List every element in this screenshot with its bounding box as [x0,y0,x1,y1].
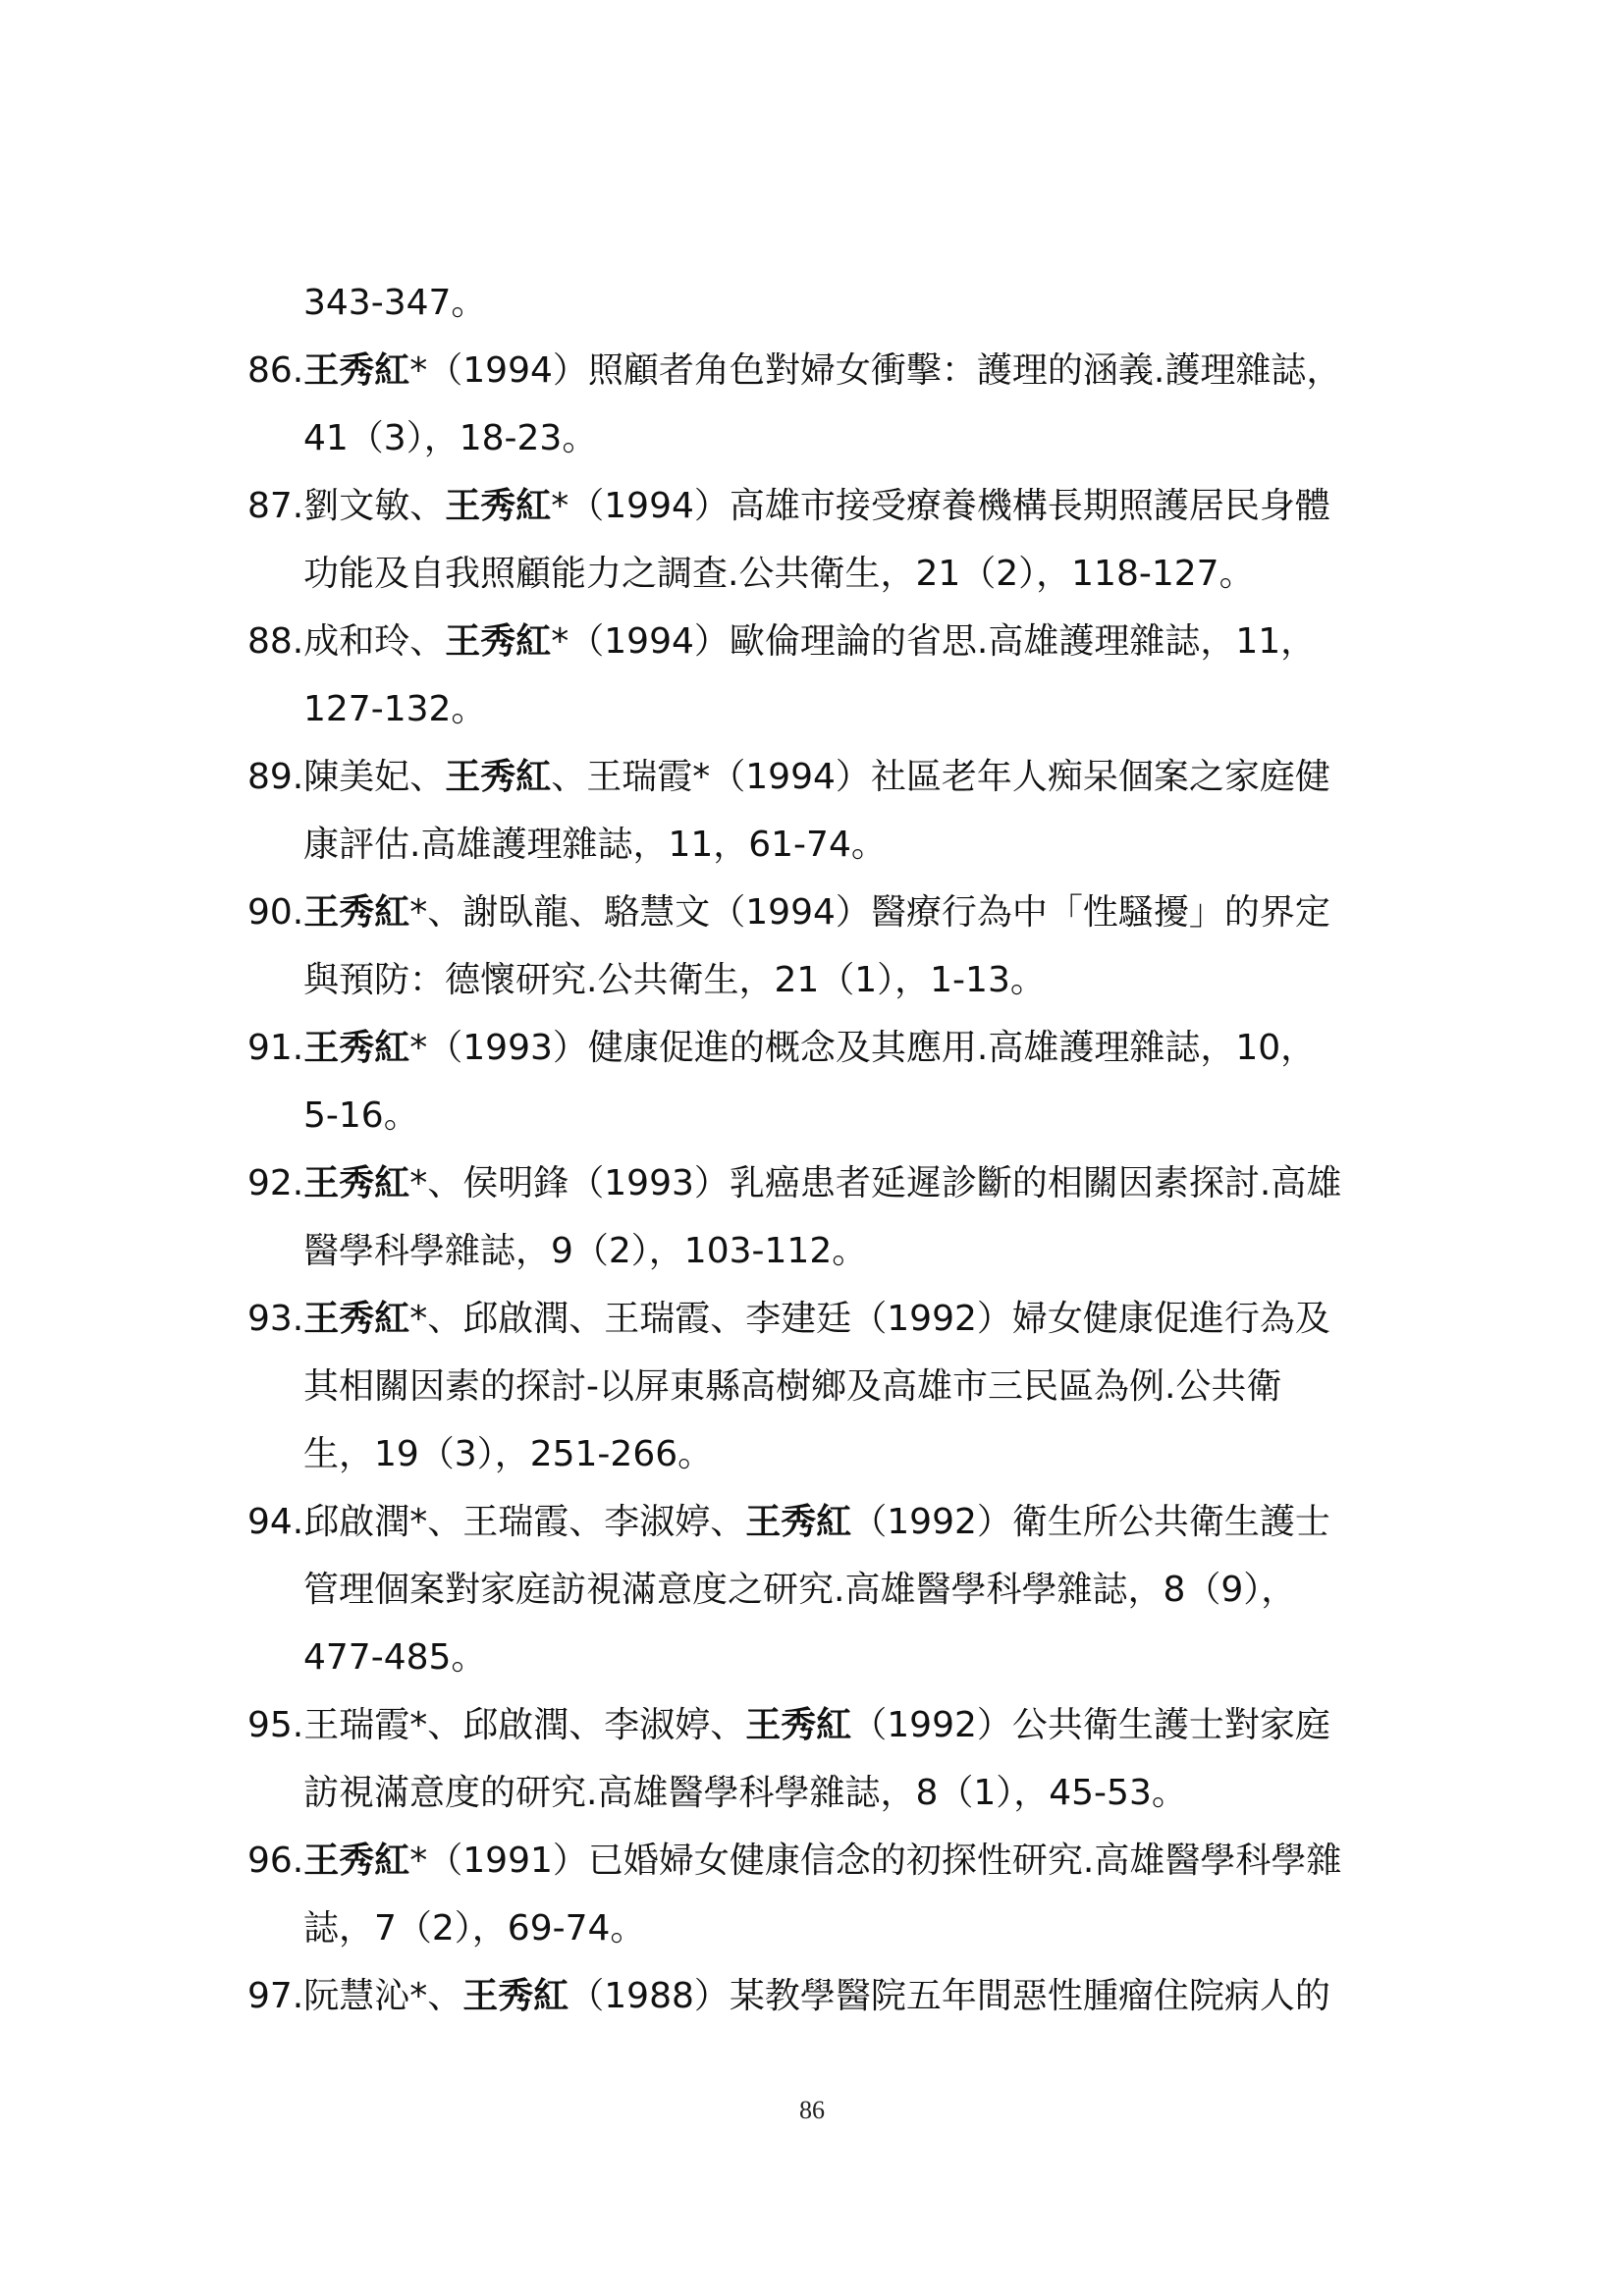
reference-entry-91 [247,1014,1426,1149]
reference-line [247,1285,1426,1353]
reference-entry-89 [247,743,1426,879]
reference-text: 訪視滿意度的研究.高雄醫學科學雜誌，8（1），45-53。 [303,1773,1187,1813]
reference-entry-87 [247,472,1426,608]
author-name-bold: 王秀紅 [445,621,552,662]
reference-line [247,1488,1426,1556]
reference-line [247,1556,1426,1624]
reference-entry-90 [247,879,1426,1014]
reference-text: 94.邱啟潤*、王瑞霞、李淑婷、 [247,1502,746,1542]
reference-text: *（1991）已婚婦女健康信念的初探性研究.高雄醫學科學雜 [409,1841,1342,1881]
reference-line [247,1895,1426,1962]
reference-entry-96 [247,1827,1426,1962]
author-name-bold: 王秀紅 [745,1502,852,1542]
reference-line [247,1827,1426,1895]
reference-line [247,879,1426,946]
reference-text: *（1994）歐倫理論的省思.高雄護理雜誌，11， [551,621,1317,662]
reference-text: *（1993）健康促進的概念及其應用.高雄護理雜誌，10， [409,1028,1317,1068]
author-name-bold: 王秀紅 [445,486,552,526]
reference-text: 其相關因素的探討-以屏東縣高樹鄉及高雄市三民區為例.公共衛 [303,1366,1282,1407]
reference-line [247,1962,1426,2030]
reference-text: 96. [247,1841,304,1881]
reference-line [247,1082,1426,1149]
reference-entry-92 [247,1149,1426,1285]
author-name-bold: 王秀紅 [303,1028,410,1068]
reference-entry-95 [247,1691,1426,1827]
reference-text: 88.成和玲、 [247,621,446,662]
reference-text: 90. [247,892,304,933]
reference-line [247,1691,1426,1759]
reference-text: 127-132。 [303,689,487,729]
reference-line [247,404,1426,472]
reference-text: 5-16。 [303,1095,419,1136]
reference-text: 與預防：德懷研究.公共衛生，21（1），1-13。 [303,960,1046,1000]
reference-line [247,472,1426,540]
reference-line [247,946,1426,1014]
reference-entry-97 [247,1962,1426,2030]
reference-text: 康評估.高雄護理雜誌，11，61-74。 [303,825,887,865]
reference-text: （1992）公共衛生護士對家庭 [851,1705,1330,1745]
reference-text: 89.陳美妃、 [247,757,446,797]
reference-text: 86. [247,350,304,391]
reference-line [247,269,1426,337]
reference-line [247,811,1426,879]
reference-text: 91. [247,1028,304,1068]
reference-text: 97.阮慧沁*、 [247,1976,463,2016]
author-name-bold: 王秀紅 [303,350,410,391]
reference-line [247,608,1426,675]
reference-text: *（1994）高雄市接受療養機構長期照護居民身體 [551,486,1330,526]
author-name-bold: 王秀紅 [745,1705,852,1745]
author-name-bold: 王秀紅 [303,1163,410,1203]
reference-text: *、謝臥龍、駱慧文（1994）醫療行為中「性騷擾」的界定 [409,892,1330,933]
reference-line [247,743,1426,811]
reference-line [247,1759,1426,1827]
reference-text: 管理個案對家庭訪視滿意度之研究.高雄醫學科學雜誌，8（9）， [303,1570,1297,1610]
reference-text: 功能及自我照顧能力之調查.公共衛生，21（2），118-127。 [303,554,1255,594]
page-number: 86 [799,2096,825,2124]
reference-line [247,1420,1426,1488]
reference-text: *、侯明鋒（1993）乳癌患者延遲診斷的相關因素探討.高雄 [409,1163,1342,1203]
reference-text: *（1994）照顧者角色對婦女衝擊：護理的涵義.護理雜誌， [409,350,1342,391]
reference-text: （1988）某教學醫院五年間惡性腫瘤住院病人的 [568,1976,1330,2016]
reference-text: 92. [247,1163,304,1203]
reference-text: 醫學科學雜誌，9（2），103-112。 [303,1231,868,1271]
reference-text: 誌，7（2），69-74。 [303,1908,646,1949]
reference-text: 87.劉文敏、 [247,486,446,526]
reference-text: （1992）衛生所公共衛生護士 [851,1502,1330,1542]
reference-text: 93. [247,1299,304,1339]
reference-list [247,269,1426,2030]
reference-text: *、邱啟潤、王瑞霞、李建廷（1992）婦女健康促進行為及 [409,1299,1330,1339]
reference-text: 生，19（3），251-266。 [303,1434,714,1474]
reference-line [247,540,1426,608]
author-name-bold: 王秀紅 [462,1976,569,2016]
author-name-bold: 王秀紅 [303,1841,410,1881]
reference-line [247,675,1426,743]
author-name-bold: 王秀紅 [445,757,552,797]
reference-line [247,1014,1426,1082]
reference-text: 343-347。 [303,283,487,323]
reference-text: 、王瑞霞*（1994）社區老年人痴呆個案之家庭健 [551,757,1330,797]
reference-line [247,1353,1426,1420]
reference-entry-93 [247,1285,1426,1488]
reference-text: 41（3），18-23。 [303,418,598,458]
reference-entry-88 [247,608,1426,743]
author-name-bold: 王秀紅 [303,1299,410,1339]
reference-entry-86 [247,337,1426,472]
reference-continuation [247,269,1426,337]
author-name-bold: 王秀紅 [303,892,410,933]
reference-line [247,337,1426,404]
reference-line [247,1149,1426,1217]
reference-entry-94 [247,1488,1426,1691]
reference-text: 95.王瑞霞*、邱啟潤、李淑婷、 [247,1705,746,1745]
reference-line [247,1624,1426,1691]
reference-text: 477-485。 [303,1637,487,1678]
reference-line [247,1217,1426,1285]
